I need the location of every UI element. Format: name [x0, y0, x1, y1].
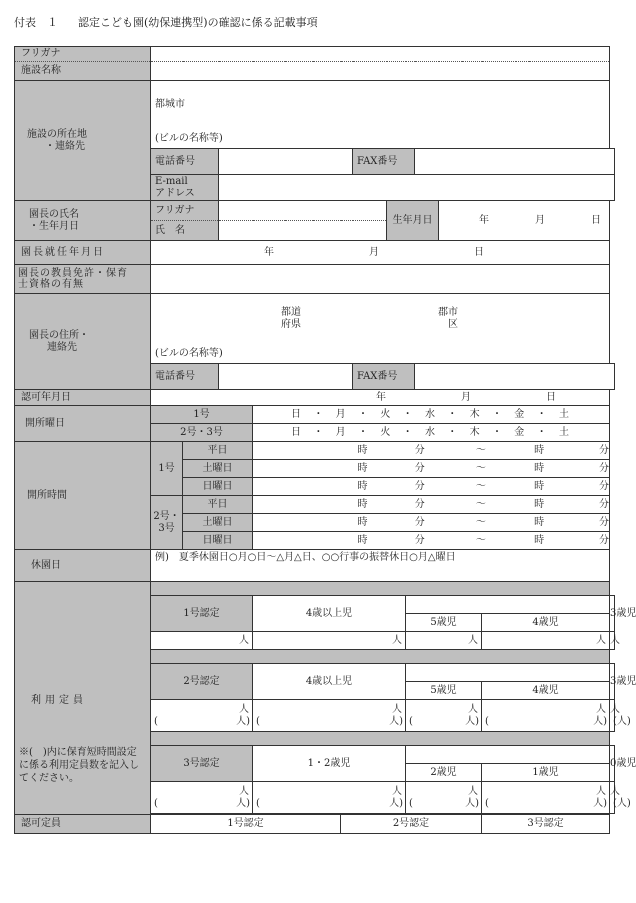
header-age12: 1・2歳児 — [253, 746, 406, 782]
label-address: 施設の所在地 ・連絡先 — [15, 81, 151, 201]
email-field[interactable] — [219, 175, 615, 201]
weekday-char: 日 — [291, 426, 301, 438]
label-tel: 電話番号 — [151, 149, 219, 175]
weekday-char: ・ — [447, 426, 458, 438]
address-building[interactable]: (ビルの名称等) — [151, 129, 610, 149]
form-title — [14, 14, 318, 30]
weekday-char: 土 — [558, 426, 569, 438]
cap3-age12[interactable]: 人 ( 人) — [253, 782, 406, 814]
label-nin3: 3号認定 — [151, 746, 253, 782]
header-age3-1: 3歳児 — [610, 596, 615, 632]
hours-section — [15, 442, 615, 550]
weekday-char: ・ — [447, 408, 458, 420]
cap1-age3[interactable]: 人 — [610, 632, 615, 650]
weekday-char: 金 — [514, 408, 525, 420]
header-age5-1: 5歳児 — [406, 614, 482, 632]
license-field[interactable] — [151, 265, 610, 294]
cap2-age3[interactable]: 人 ( 人) — [610, 700, 615, 732]
weekday-char: ・ — [357, 426, 368, 438]
label-hours: 開所時間 — [15, 442, 151, 550]
spacer — [151, 582, 610, 596]
header-age2: 2歳児 — [406, 764, 482, 782]
weekday-char: 月 — [335, 408, 346, 420]
home-prefecture[interactable]: 都道 府県 郡市 区 — [151, 294, 610, 344]
header-age0: 0歳児 — [610, 746, 615, 782]
label-approval: 認可年月日 — [15, 390, 151, 406]
cap1-age4up[interactable]: 人 — [253, 632, 406, 650]
label-home: 園長の住所・ 連絡先 — [15, 294, 151, 390]
header-age4-2: 4歳児 — [482, 682, 610, 700]
spacer — [406, 664, 610, 682]
hours-field[interactable]: 時 分 ～ 時 分 — [253, 478, 610, 496]
label-hours-group: 1号 — [151, 442, 183, 496]
label-director: 園長の氏名 ・生年月日 — [15, 201, 151, 241]
weekday-char: ・ — [313, 426, 324, 438]
home-building[interactable]: (ビルの名称等) — [151, 344, 610, 364]
label-appointment: 園長就任年月日 — [15, 241, 151, 265]
ninka-2[interactable]: 2号認定 — [341, 815, 482, 834]
label-home-tel: 電話番号 — [151, 364, 219, 390]
weekday-char: 日 — [291, 408, 301, 420]
weekday-char: ・ — [491, 408, 502, 420]
hours-field[interactable]: 時 分 ～ 時 分 — [253, 514, 610, 532]
appointment-date[interactable]: 年 月 日 — [151, 241, 610, 265]
form-number: 付表 １ — [14, 16, 58, 29]
weekday-char: ・ — [313, 408, 324, 420]
cap2-total[interactable]: 人 ( 人) — [151, 700, 253, 732]
label-furigana: フリガナ — [15, 47, 151, 62]
weekday-char: ・ — [536, 426, 547, 438]
label-license: 園長の教員免許・保育 士資格の有無 — [15, 265, 151, 294]
cap1-age5[interactable]: 人 — [406, 632, 482, 650]
home-fax-field[interactable] — [415, 364, 615, 390]
cap1-age4[interactable]: 人 — [482, 632, 610, 650]
weekday-char: 水 — [424, 408, 435, 420]
facility-name-field[interactable] — [151, 62, 610, 81]
open-days-type23[interactable] — [253, 424, 610, 442]
facility-furigana-field[interactable] — [151, 47, 610, 62]
cap2-age4up[interactable]: 人 ( 人) — [253, 700, 406, 732]
open-days-type1[interactable] — [253, 406, 610, 424]
header-age4up-2: 4歳以上児 — [253, 664, 406, 700]
holiday-field[interactable]: 例) 夏季休園日○月○日～△月△日、○○行事の振替休日○月△曜日 — [151, 550, 610, 582]
weekday-char: 金 — [514, 426, 525, 438]
weekday-char: 火 — [380, 408, 391, 420]
ninka-3[interactable]: 3号認定 — [482, 815, 610, 834]
spacer — [406, 746, 610, 764]
label-hours-group: 2号・3号 — [151, 496, 183, 550]
capacity-note: ※( )内に保育短時間設定に係る利用定員数を記入してください。 — [19, 747, 139, 785]
cap3-age1[interactable]: 人 ( 人) — [482, 782, 610, 814]
header-age4up-1: 4歳以上児 — [253, 596, 406, 632]
label-home-fax: FAX番号 — [353, 364, 415, 390]
label-shimei: 氏 名 — [151, 221, 219, 241]
label-hours-day: 日曜日 — [183, 532, 253, 550]
fax-field[interactable] — [415, 149, 615, 175]
cap3-total[interactable]: 人 ( 人) — [151, 782, 253, 814]
header-age4-1: 4歳児 — [482, 614, 610, 632]
director-name-field[interactable] — [219, 221, 387, 241]
weekday-char: 土 — [558, 408, 569, 420]
header-age5-2: 5歳児 — [406, 682, 482, 700]
label-fax: FAX番号 — [353, 149, 415, 175]
weekday-char: ・ — [491, 426, 502, 438]
ninka-1[interactable]: 1号認定 — [151, 815, 341, 834]
label-type23: 2号・3号 — [151, 424, 253, 442]
label-holiday: 休園日 — [15, 550, 151, 582]
director-kana-field[interactable] — [219, 201, 387, 221]
weekday-char: ・ — [402, 408, 413, 420]
hours-field[interactable]: 時 分 ～ 時 分 — [253, 460, 610, 478]
home-tel-field[interactable] — [219, 364, 353, 390]
header-age1: 1歳児 — [482, 764, 610, 782]
label-kana: フリガナ — [151, 201, 219, 221]
label-nin2: 2号認定 — [151, 664, 253, 700]
form-heading: 認定こども園(幼保連携型)の確認に係る記載事項 — [78, 16, 318, 29]
label-nin1: 1号認定 — [151, 596, 253, 632]
label-hours-day: 平日 — [183, 496, 253, 514]
weekday-char: 水 — [424, 426, 435, 438]
hours-field[interactable]: 時 分 ～ 時 分 — [253, 496, 610, 514]
hours-field[interactable]: 時 分 ～ 時 分 — [253, 532, 610, 550]
label-facility-name: 施設名称 — [15, 62, 151, 81]
label-open-days: 開所曜日 — [15, 406, 151, 442]
form-table — [14, 46, 636, 834]
label-hours-day: 平日 — [183, 442, 253, 460]
cap3-age0[interactable]: 人 ( 人) — [610, 782, 615, 814]
cap2-age5[interactable]: 人 ( 人) — [406, 700, 482, 732]
spacer — [406, 596, 610, 614]
weekday-char: 月 — [335, 426, 346, 438]
spacer — [151, 732, 610, 746]
cap1-total[interactable]: 人 — [151, 632, 253, 650]
label-hours-day: 土曜日 — [183, 514, 253, 532]
weekday-char: ・ — [536, 408, 547, 420]
header-age3-2: 3歳児 — [610, 664, 615, 700]
director-birthdate[interactable]: 年 月 日 — [439, 201, 610, 241]
cap2-age4[interactable]: 人 ( 人) — [482, 700, 610, 732]
label-birth: 生年月日 — [387, 201, 439, 241]
label-email: E-mail アドレス — [151, 175, 219, 201]
label-ninka: 認可定員 — [15, 815, 151, 834]
weekday-char: 木 — [469, 408, 480, 420]
spacer — [151, 650, 610, 664]
approval-date[interactable]: 年 月 日 — [151, 390, 610, 406]
label-hours-day: 土曜日 — [183, 460, 253, 478]
cap3-age2[interactable]: 人 ( 人) — [406, 782, 482, 814]
weekday-char: ・ — [402, 426, 413, 438]
weekday-char: ・ — [357, 408, 368, 420]
weekday-char: 火 — [380, 426, 391, 438]
hours-field[interactable]: 時 分 ～ 時 分 — [253, 442, 610, 460]
label-type1: 1号 — [151, 406, 253, 424]
address-city[interactable]: 都城市 — [151, 81, 610, 129]
label-capacity: 利用定員 ※( )内に保育短時間設定に係る利用定員数を記入してください。 — [15, 582, 151, 815]
label-hours-day: 日曜日 — [183, 478, 253, 496]
tel-field[interactable] — [219, 149, 353, 175]
weekday-char: 木 — [469, 426, 480, 438]
